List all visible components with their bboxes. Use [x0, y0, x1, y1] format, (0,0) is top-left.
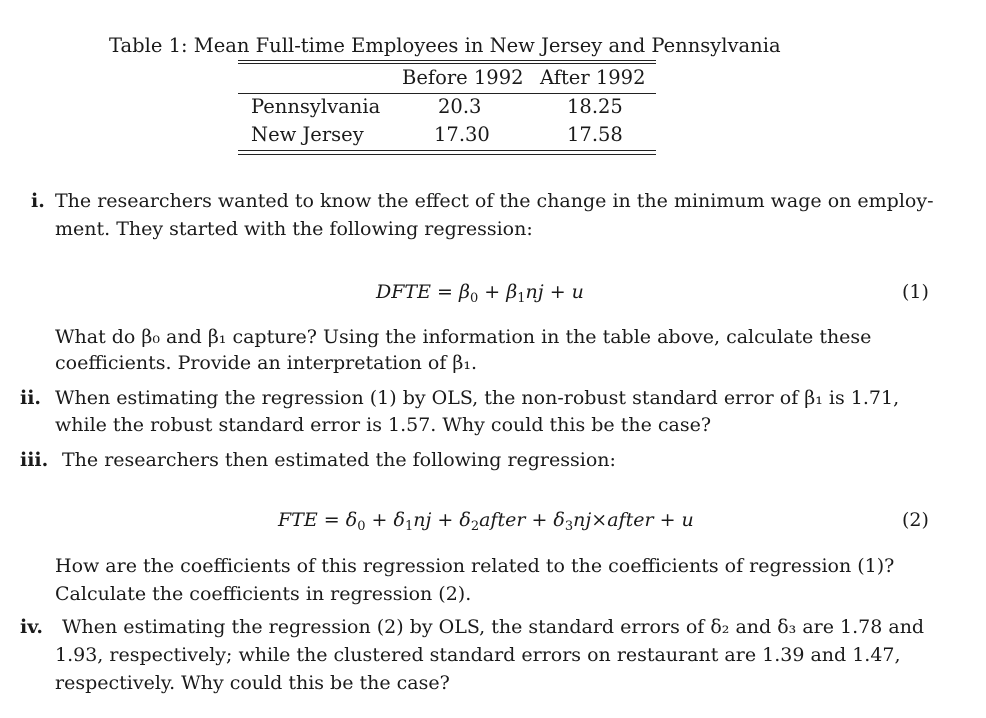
question-i-label: i. [31, 190, 45, 212]
cell-pa-before: 20.3 [438, 95, 482, 118]
table-bottom-rule-2 [238, 154, 656, 155]
equation-2-number: (2) [902, 509, 929, 531]
table-caption: Table 1: Mean Full-time Employees in New Jersey and Pennsylvania [109, 34, 781, 57]
table-bottom-rule [238, 150, 656, 151]
question-iii-after-line2: Calculate the coefficients in regression (2). [55, 583, 472, 605]
header-after: After 1992 [540, 66, 646, 89]
row-label-new-jersey: New Jersey [251, 123, 364, 146]
question-ii-label: ii. [20, 387, 42, 409]
question-iv-line1: When estimating the regression (2) by OLS, the standard errors of δ₂ and δ₃ are 1.78 and [62, 616, 925, 638]
cell-nj-after: 17.58 [567, 123, 623, 146]
question-iii-label: iii. [20, 449, 49, 471]
question-iii-line1: The researchers then estimated the following regression: [62, 449, 616, 471]
table-top-rule [238, 60, 656, 61]
question-iv-line2: 1.93, respectively; while the clustered standard errors on restaurant are 1.39 and 1.47, [55, 644, 901, 666]
question-i-after-line1: What do β₀ and β₁ capture? Using the information in the table above, calculate these [55, 326, 872, 348]
cell-pa-after: 18.25 [567, 95, 623, 118]
question-iv-line3: respectively. Why could this be the case? [55, 672, 450, 694]
equation-1: DFTE = $\beta_0 + \beta_1nj + u$ [376, 281, 584, 306]
equation-1-lhs: DFTE [376, 281, 431, 303]
table-header-rule [238, 93, 656, 94]
equation-2-lhs: FTE [278, 509, 318, 531]
question-i-after-line2: coefficients. Provide an interpretation of β₁. [55, 352, 478, 374]
question-iii-after-line1: How are the coefficients of this regression related to the coefficients of regression (1)? [55, 555, 895, 577]
table-top-rule-2 [238, 63, 656, 64]
equation-1-number: (1) [902, 281, 929, 303]
row-label-pennsylvania: Pennsylvania [251, 95, 381, 118]
equation-2: FTE = $\delta_0 + \delta_1nj$ + $\delta_2after$ + $\delta_3nj\times after + u$ [278, 509, 694, 534]
question-ii-line2: while the robust standard error is 1.57. Why could this be the case? [55, 414, 712, 436]
question-i-line2: ment. They started with the following regression: [55, 218, 533, 240]
question-i-line1: The researchers wanted to know the effect of the change in the minimum wage on employ- [55, 190, 934, 212]
cell-nj-before: 17.30 [434, 123, 490, 146]
question-iv-label: iv. [20, 616, 43, 638]
question-ii-line1: When estimating the regression (1) by OLS, the non-robust standard error of β₁ is 1.71, [55, 387, 900, 409]
header-before: Before 1992 [402, 66, 524, 89]
